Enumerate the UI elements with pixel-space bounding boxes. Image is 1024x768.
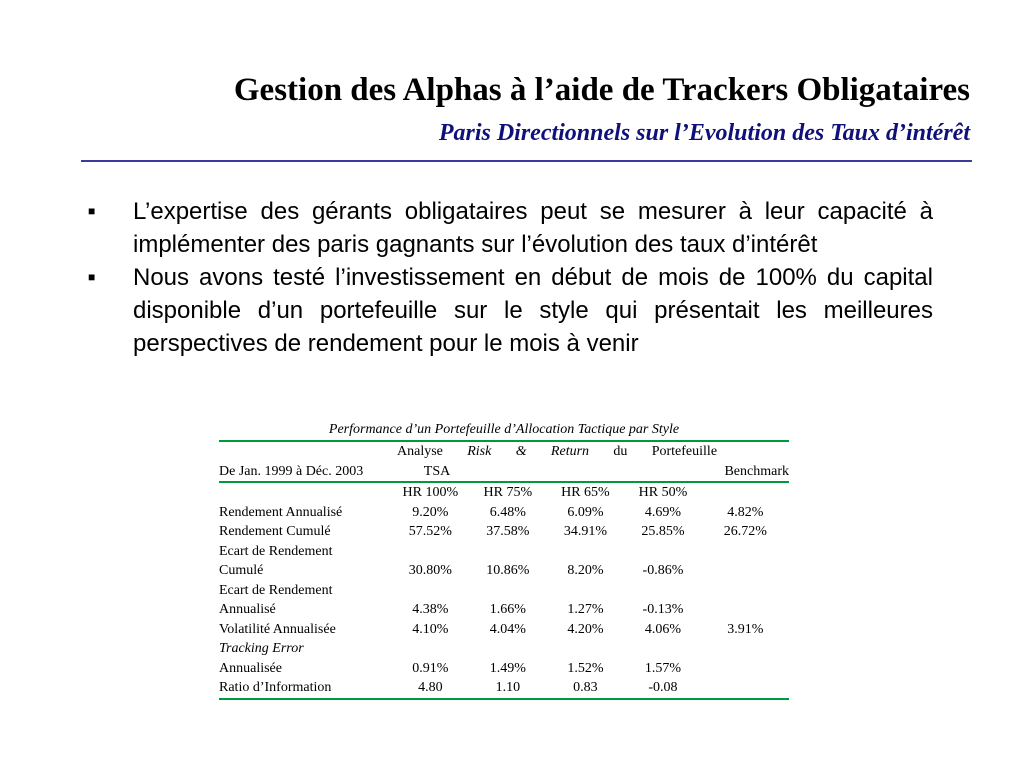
table-cell: 4.80	[418, 680, 443, 695]
table-body	[219, 503, 789, 698]
column-header: HR 50%	[638, 485, 688, 500]
table-cell: 4.69%	[644, 504, 682, 520]
table-cell: 1.66%	[489, 602, 526, 617]
table-cell: 4.10%	[412, 621, 449, 637]
row-label: Tracking Error	[219, 641, 304, 656]
column-header-row	[219, 483, 789, 503]
row-label: Ratio d’Information	[219, 680, 332, 695]
slide-title: Gestion des Alphas à l’aide de Trackers Obligataires	[233, 72, 970, 108]
square-bullet-icon: ■	[88, 270, 96, 284]
table-cell: 0.83	[573, 680, 598, 695]
bullet-list	[85, 195, 933, 360]
table-cell: 4.38%	[412, 602, 449, 617]
table-row-label-line	[219, 639, 789, 659]
period-label: De Jan. 1999 à Déc. 2003	[219, 463, 364, 479]
table-cell: 37.58%	[486, 524, 530, 539]
table-row	[219, 659, 789, 679]
benchmark-cell: 4.82%	[727, 504, 764, 520]
table-cell: 25.85%	[641, 524, 685, 539]
row-label: Rendement Cumulé	[219, 524, 331, 539]
table-cell: 1.52%	[567, 660, 604, 676]
table-row	[219, 503, 789, 523]
slide-subtitle: Paris Directionnels sur l’Evolution des Taux d’intérêt	[438, 120, 970, 146]
table-row-label-line	[219, 581, 789, 601]
table-cell: -0.08	[648, 680, 678, 695]
table-cell: 10.86%	[486, 563, 530, 578]
benchmark-cell	[702, 600, 789, 620]
row-label: Rendement Annualisé	[219, 504, 343, 520]
table-cell: 57.52%	[408, 524, 452, 539]
analyse-header-cont: TSA	[423, 463, 451, 479]
bullet-text: L’expertise des gérants obligataires peut se mesurer à leur capacité à implémenter des paris gagnants sur l’évolution des taux d’intérêt	[133, 198, 933, 258]
bullet-item	[85, 195, 933, 261]
row-label: Volatilité Annualisée	[219, 621, 336, 637]
table-row	[219, 620, 789, 640]
bullet-item	[85, 261, 933, 360]
table-cell: 30.80%	[408, 563, 452, 578]
column-header: HR 100%	[402, 485, 459, 500]
table-row	[219, 522, 789, 542]
table-cell: 4.20%	[567, 621, 604, 637]
column-header: HR 75%	[483, 485, 533, 500]
row-label: Annualisée	[219, 660, 282, 676]
title-rule	[81, 160, 972, 162]
table-row	[219, 600, 789, 620]
analyse-header: Analyse Risk & Return du Portefeuille	[397, 444, 718, 459]
table-cell: 8.20%	[567, 563, 604, 578]
table-cell: 4.06%	[644, 621, 682, 637]
row-label: Ecart de Rendement	[219, 543, 333, 559]
row-label: Ecart de Rendement	[219, 582, 333, 598]
performance-table	[219, 420, 789, 700]
benchmark-cell: 3.91%	[727, 621, 764, 637]
benchmark-cell	[702, 561, 789, 581]
benchmark-cell: 26.72%	[723, 524, 767, 539]
table-cell: 6.09%	[567, 504, 604, 520]
table-cell: 6.48%	[489, 504, 526, 520]
benchmark-cell	[702, 678, 789, 698]
table-cell: 1.10	[495, 680, 521, 695]
square-bullet-icon: ■	[88, 204, 96, 218]
table-cell: -0.86%	[642, 563, 684, 578]
table-cell: 1.57%	[644, 660, 682, 676]
table-row	[219, 561, 789, 581]
table-cell: -0.13%	[642, 602, 684, 617]
table-cell: 0.91%	[412, 660, 449, 676]
bullet-text: Nous avons testé l’investissement en début de mois de 100% du capital disponible d’un portefeuille sur le style qui présentait les meilleures perspectives de rendement pour le mois à venir	[133, 264, 933, 357]
column-header: HR 65%	[561, 485, 610, 500]
table-row	[219, 678, 789, 698]
benchmark-cell	[702, 659, 789, 679]
table-bottom-rule	[219, 698, 789, 700]
table-cell: 1.49%	[489, 660, 526, 676]
table-cell: 34.91%	[563, 524, 607, 539]
table-cell: 9.20%	[412, 504, 449, 520]
table-cell: 1.27%	[567, 602, 604, 617]
row-label: Annualisé	[219, 602, 276, 617]
table-header-row	[219, 442, 789, 462]
benchmark-header: Benchmark	[724, 463, 789, 479]
table-header-row	[219, 462, 789, 482]
row-label: Cumulé	[219, 563, 264, 578]
table-cell: 4.04%	[489, 621, 526, 637]
table-title: Performance d’un Portefeuille d’Allocation Tactique par Style	[328, 422, 680, 437]
table-row-label-line	[219, 542, 789, 562]
